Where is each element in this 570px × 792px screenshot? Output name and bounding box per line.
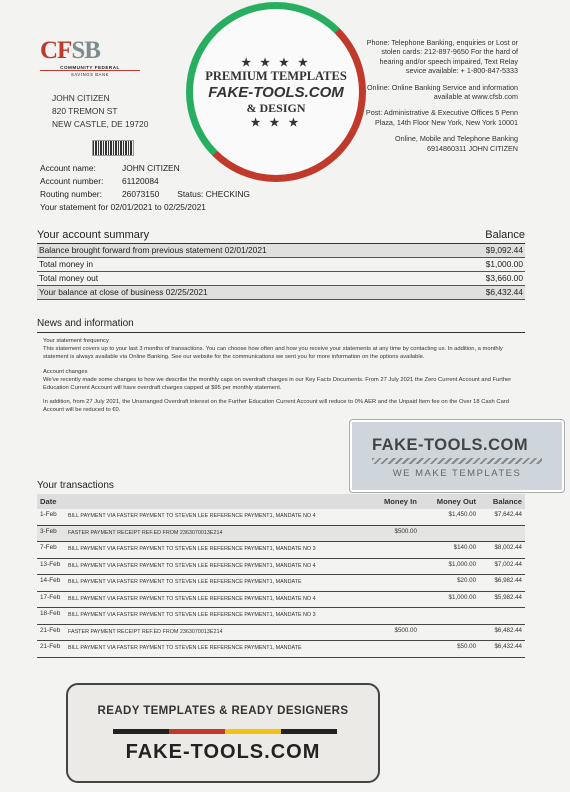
summary-row: Your balance at close of business 02/25/2021 $6,432.44 — [37, 286, 525, 300]
watermark-banner-line1: READY TEMPLATES & READY DESIGNERS — [97, 705, 349, 717]
summary-title: Your account summary — [37, 229, 150, 241]
routing-number-label: Routing number: — [40, 189, 102, 199]
logo-line2: SAVINGS BANK — [40, 70, 140, 77]
watermark-circle-line1: PREMIUM TEMPLATES — [205, 68, 347, 83]
contact-phone: Phone: Telephone Banking, enquiries or Lost or stolen cards: 212-897-9650 For the hard of hearing and/or speech impaired, Text Relay sevice available: + 1-800-847-5333 — [366, 38, 518, 76]
watermark-badge-line2: WE MAKE TEMPLATES — [392, 468, 522, 479]
watermark-circle — [186, 2, 366, 182]
contact-banking: Online, Mobile and Telephone Banking 6914860311 JOHN CITIZEN — [395, 134, 518, 153]
customer-address — [52, 92, 148, 131]
news-heading-changes: Account changes — [43, 368, 88, 375]
contact-info — [358, 38, 518, 160]
account-number: 61120084 — [122, 176, 159, 186]
news-title: News and information — [37, 318, 525, 333]
statement-period: Your statement for 02/01/2021 to 02/25/2021 — [40, 202, 206, 212]
news-heading-frequency: Your statement frequency — [43, 338, 109, 344]
col-money-out: Money Out — [420, 494, 479, 509]
address-line: JOHN CITIZEN — [52, 93, 110, 103]
logo-mark: CFSB — [40, 37, 100, 64]
color-bar-segment — [281, 729, 337, 734]
col-balance: Balance — [479, 494, 525, 509]
table-row: 7-Feb BILL PAYMENT VIA FASTER PAYMENT TO STEVEN LEE REFERENCE PAYMENT1, MANDATE NO 3 $140.00 $8,002.44 — [37, 542, 525, 559]
account-details — [40, 162, 250, 214]
table-row: 21-Feb FASTER PAYMENT RECEIPT REF.ED FROM 2363070013E214 $500.00 $6,482.44 — [37, 624, 525, 641]
col-description — [65, 494, 369, 509]
summary-row: Total money in $1,000.00 — [37, 258, 525, 272]
logo-line1: COMMUNITY FEDERAL — [60, 65, 120, 70]
news-paragraph: We've recently made some changes to how we describe the monthly caps on overdraft charges in our Key Facts Documents. From 27 July 2021 the Zero Current Account and Further Education Current Account will have overdraft charges capped at $95 per monthly statement. — [43, 376, 512, 392]
col-date: Date — [37, 494, 65, 509]
transactions-table — [37, 494, 525, 658]
table-row: 18-Feb BILL PAYMENT VIA FASTER PAYMENT TO STEVEN LEE REFERENCE PAYMENT1, MANDATE NO 3 — [37, 608, 525, 625]
transactions-section — [37, 480, 525, 658]
watermark-circle-line3: & DESIGN — [246, 100, 306, 115]
table-row: 3-Feb FASTER PAYMENT RECEIPT REF.ED FROM 2363070013E214 $500.00 — [37, 525, 525, 542]
account-name-label: Account name: — [40, 163, 96, 173]
star-icon: ★ ★ ★ — [250, 116, 302, 129]
table-row: 13-Feb BILL PAYMENT VIA FASTER PAYMENT TO STEVEN LEE REFERENCE PAYMENT1, MANDATE NO 4 $1,000.00 $7,002.44 — [37, 558, 525, 575]
watermark-badge — [350, 420, 564, 492]
contact-online: Online: Online Banking Service and information available at www.cfsb.com — [366, 82, 518, 102]
color-bar — [113, 729, 337, 734]
color-bar-segment — [113, 729, 169, 734]
color-bar-segment — [169, 729, 225, 734]
news-section — [37, 318, 525, 425]
table-row: 21-Feb BILL PAYMENT VIA FASTER PAYMENT TO STEVEN LEE REFERENCE PAYMENT1, MANDATE $50.00 $6,432.44 — [37, 641, 525, 658]
watermark-banner-line2: FAKE-TOOLS.COM — [125, 741, 321, 763]
table-row: 14-Feb BILL PAYMENT VIA FASTER PAYMENT TO STEVEN LEE REFERENCE PAYMENT1, MANDATE $20.00 $6,982.44 — [37, 575, 525, 592]
color-bar-segment — [225, 729, 281, 734]
account-status: CHECKING — [205, 189, 250, 199]
account-number-label: Account number: — [40, 176, 104, 186]
status-label: Status: — [177, 189, 204, 199]
watermark-badge-line1: FAKE-TOOLS.COM — [372, 436, 529, 454]
col-money-in: Money In — [369, 494, 420, 509]
account-summary — [37, 229, 525, 300]
zigzag-icon — [372, 458, 542, 464]
summary-balance-header: Balance — [485, 229, 525, 241]
bank-logo — [40, 38, 150, 77]
barcode-icon — [92, 140, 134, 156]
address-line: NEW CASTLE, DE 19720 — [52, 119, 149, 129]
contact-post: Post: Administrative & Executive Offices 5 Penn Plaza, 14th Floor New York, New York 10001 — [365, 108, 518, 127]
news-paragraph: This statement covers up to your last 3 months of transactions. You can choose how often and how you receive your statements at any time by contacting us. In addition, a monthly statement is always available via Online Banking. See our website for the communications we sent you for more information on the options available. — [43, 346, 503, 361]
news-paragraph: In addition, from 27 July 2021, the Unarranged Overdraft interest on the Further Education Current Account will reduce to 0% AER and the Unpaid Item fee on the Over 18 Cash Card Account will be reduced to €0. — [43, 399, 509, 414]
star-icon: ★ ★ ★ ★ — [241, 56, 311, 69]
address-line: 820 TREMON ST — [52, 106, 118, 116]
table-row: 1-Feb BILL PAYMENT VIA FASTER PAYMENT TO STEVEN LEE REFERENCE PAYMENT1, MANDATE NO 4 $1,450.00 $7,642.44 — [37, 509, 525, 525]
watermark-circle-line2: FAKE-TOOLS.COM — [208, 83, 344, 101]
table-row: 17-Feb BILL PAYMENT VIA FASTER PAYMENT TO STEVEN LEE REFERENCE PAYMENT1, MANDATE NO 4 $1,000.00 $5,982.44 — [37, 591, 525, 608]
summary-row: Balance brought forward from previous statement 02/01/2021 $9,092.44 — [37, 244, 525, 258]
transactions-title: Your transactions — [37, 480, 114, 491]
watermark-banner — [66, 683, 380, 783]
summary-row: Total money out $3,660.00 — [37, 272, 525, 286]
account-name: JOHN CITIZEN — [122, 163, 180, 173]
routing-number: 26073150 — [122, 189, 160, 199]
